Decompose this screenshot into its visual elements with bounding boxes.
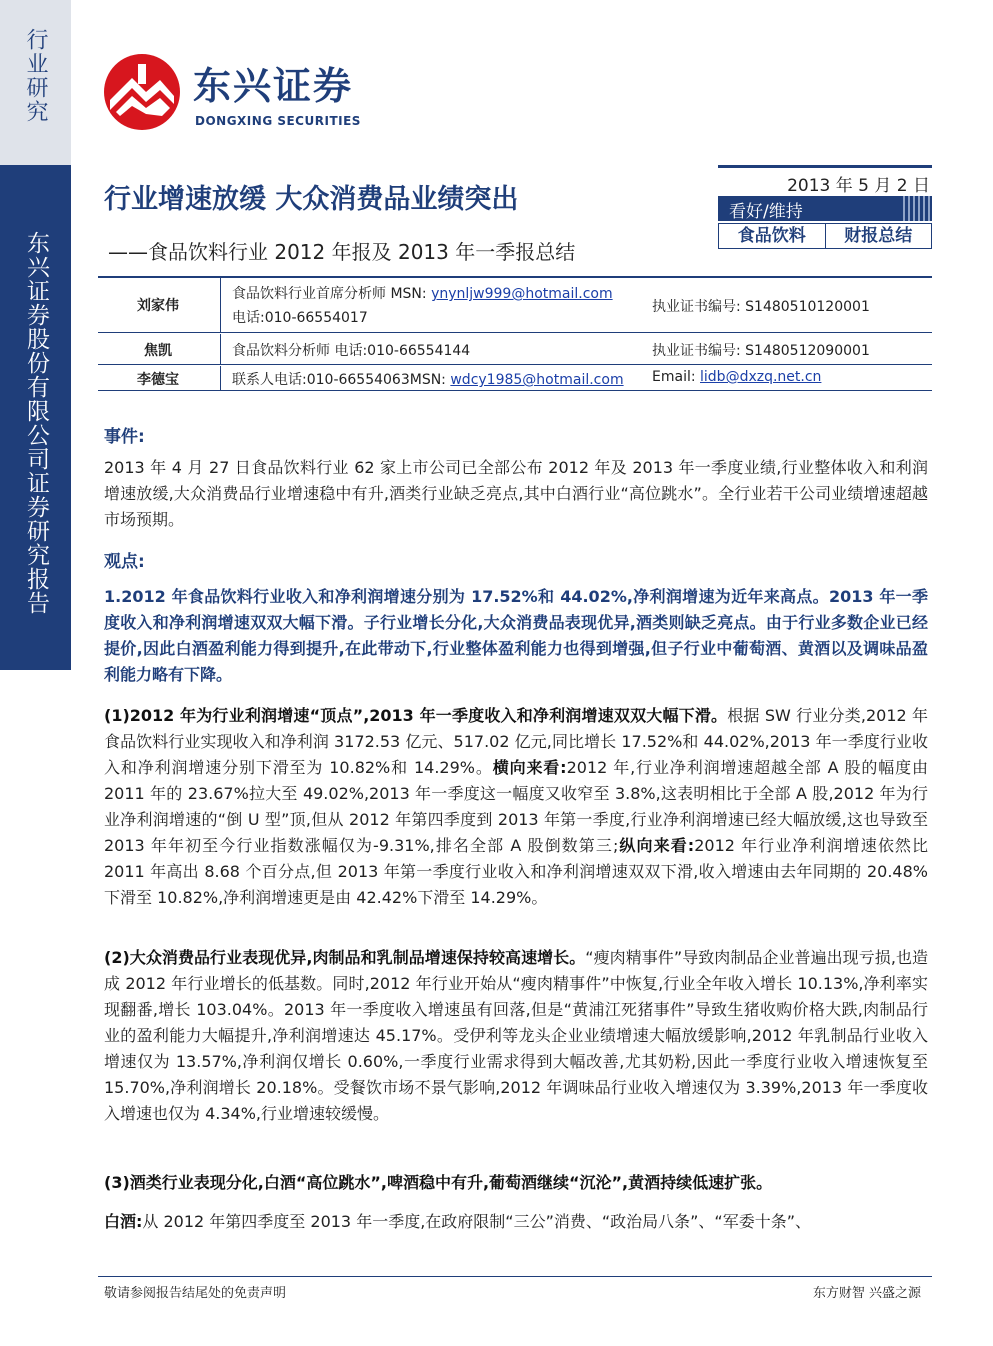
analyst-name: 刘家伟 [98,295,218,315]
view-summary: 1.2012 年食品饮料行业收入和净利润增速分别为 17.52%和 44.02%,净利润增速为近年来高点。2013 年一季度收入和净利润增速双双大幅下滑。子行业增长分化,大众消费品表现优异,酒类则缺乏亮点。由于行业多数企业已经提价,因此白酒盈利能力得到提升,在此带动下,行业整体盈利能力也得到增强,但子行业中葡萄酒、黄酒以及调味品盈利能力略有下降。 [104,587,928,684]
rating-row [718,196,932,221]
event-paragraph: 2013 年 4 月 27 日食品饮料行业 62 家上市公司已全部公布 2012 年及 2013 年一季度业绩,行业整体收入和利润增速放缓,大众消费品行业增速稳中有升,酒类行业缺乏亮点,其中白酒行业“高位跳水”。全行业若干公司业绩增速超越市场预期。 [104,458,928,529]
brand-name-en: DONGXING SECURITIES [195,114,361,128]
point-1-text-b: 2012 年,行业净利润增速超越全部 A 股的幅度由 2011 年的 23.67%拉大至 49.02%,2013 年一季度这一幅度又收窄至 3.8%,这表明相比于全部 A 股,2012 年为行业净利润增速的“倒 U 型”顶,但从 2012 年第四季度到 2013 年第一季度,行业净利润增速已经大幅放缓,这也导致至 2013 年年初至今行业指数涨幅仅为-9.31%,排名全部 A 股倒数第三; [104,758,928,855]
dongxing-logo-icon [102,52,182,132]
brand-name-cn: 东兴证券 [193,64,354,108]
email-label: Email: [652,369,701,385]
report-type-tag: 财报总结 [844,226,913,246]
point-2-text: “瘦肉精事件”导致肉制品企业普遍出现亏损,也造成 2012 年行业增长的低基数。同时,2012 年行业开始从“瘦肉精事件”中恢复,行业全年收入增长 10.13%,净利率实现翻番,增长 103.04%。2013 年一季度收入增速虽有回落,但是“黄浦江死猪事件”导致生猪收购价格大跌,肉制品行业的盈利能力大幅提升,净利润增速达 45.17%。受伊利等龙头企业业绩增速大幅放缓影响,2012 年乳制品行业收入增速仅为 13.57%,净利润仅增长 0.60%,一季度行业需求得到大幅改善,尤其奶粉,因此一季度行业收入增速恢复至 15.70%,净利润增长 20.18%。受餐饮市场不景气影响,2012 年调味品行业收入增速仅为 3.39%,2013 年一季度收入增速也仅为 4.34%,行业增速较缓慢。 [104,948,928,1123]
report-info-box [718,165,932,250]
point-1-text-c: 2012 年行业净利润增速依然比 2011 年高出 8.68 个百分点,但 2013 年第一季度行业收入和净利润增速双双下滑,收入增速由去年同期的 20.48%下滑至 10.82%,净利润增速更是由 42.42%下滑至 14.29%。 [104,836,928,907]
email-line [652,369,821,385]
msn-link[interactable]: wdcy1985@hotmail.com [450,372,624,388]
analyst-title: 食品饮料行业首席分析师 MSN: [232,286,432,302]
footer-slogan: 东方财智 兴盛之源 [812,1286,921,1301]
email-link[interactable]: lidb@dxzq.net.cn [700,369,822,385]
analyst-name: 李德宝 [98,369,218,389]
point-1-text-a: 根据 SW 行业分类,2012 年食品饮料行业实现收入和净利润 3172.53 亿元、517.02 亿元,同比增长 17.52%和 44.02%,2013 年一季度行业收入和净利润增速分别下滑至为 10.82%和 14.29%。 [104,706,928,777]
view-heading: 观点: [104,552,145,572]
point-1-vertical-label: 纵向来看: [618,836,695,855]
point-1-heading: (1)2012 年为行业利润增速“顶点”,2013 年一季度收入和净利润增速双双大幅下滑。 [104,706,728,725]
baijiu-paragraph [104,1209,928,1235]
point-2-heading: (2)大众消费品行业表现优异,肉制品和乳制品增速保持较高速增长。 [104,948,586,967]
tag-row [718,223,932,249]
stripes-decoration [900,196,932,221]
column-divider [220,366,221,390]
analyst-row [98,334,932,365]
analyst-cert: 执业证书编号: S1480510120001 [652,299,870,315]
report-title: 行业增速放缓 大众消费品业绩突出 [104,184,519,215]
event-heading: 事件: [104,427,145,447]
msn-link[interactable]: ynynljw999@hotmail.com [431,286,613,302]
point-2-paragraph [104,945,928,1127]
contact-phone: 联系人电话:010-66554063MSN: [232,372,451,388]
analyst-cert: 执业证书编号: S1480512090001 [652,343,870,359]
report-subtitle: ——食品饮料行业 2012 年报及 2013 年一季报总结 [108,240,576,264]
sidebar-category: 行业研究 [23,28,48,124]
analyst-title-line: 食品饮料分析师 电话:010-66554144 [232,343,471,359]
point-1-paragraph [104,703,928,911]
column-divider [220,278,221,332]
footer-disclaimer: 敬请参阅报告结尾处的免责声明 [104,1286,287,1301]
analyst-name: 焦凯 [98,340,218,360]
industry-tag: 食品饮料 [719,224,826,248]
sidebar-report-band [0,165,71,670]
analyst-row [98,278,932,333]
footer-rule [98,1276,932,1277]
contact-line [232,369,624,389]
baijiu-label: 白酒: [104,1212,143,1231]
sidebar-category-band [0,0,71,165]
analyst-title-line [232,283,613,303]
analyst-phone: 电话:010-66554017 [232,310,368,326]
point-3-heading: (3)酒类行业表现分化,白酒“高位跳水”,啤酒稳中有升,葡萄酒继续“沉沦”,黄酒持续低速扩张。 [104,1173,773,1192]
report-date-row [718,165,932,196]
analyst-row [98,366,932,391]
rating-label: 看好/维持 [729,202,803,222]
sidebar-report-type: 东兴证券股份有限公司证券研究报告 [23,231,49,615]
column-divider [220,334,221,364]
report-date: 2013 年 5 月 2 日 [787,176,930,196]
point-3-paragraph [104,1170,928,1196]
baijiu-text: 从 2012 年第四季度至 2013 年一季度,在政府限制“三公”消费、“政治局八条”、“军委十条”、 [142,1212,812,1231]
point-1-horizontal-label: 横向来看: [492,758,567,777]
